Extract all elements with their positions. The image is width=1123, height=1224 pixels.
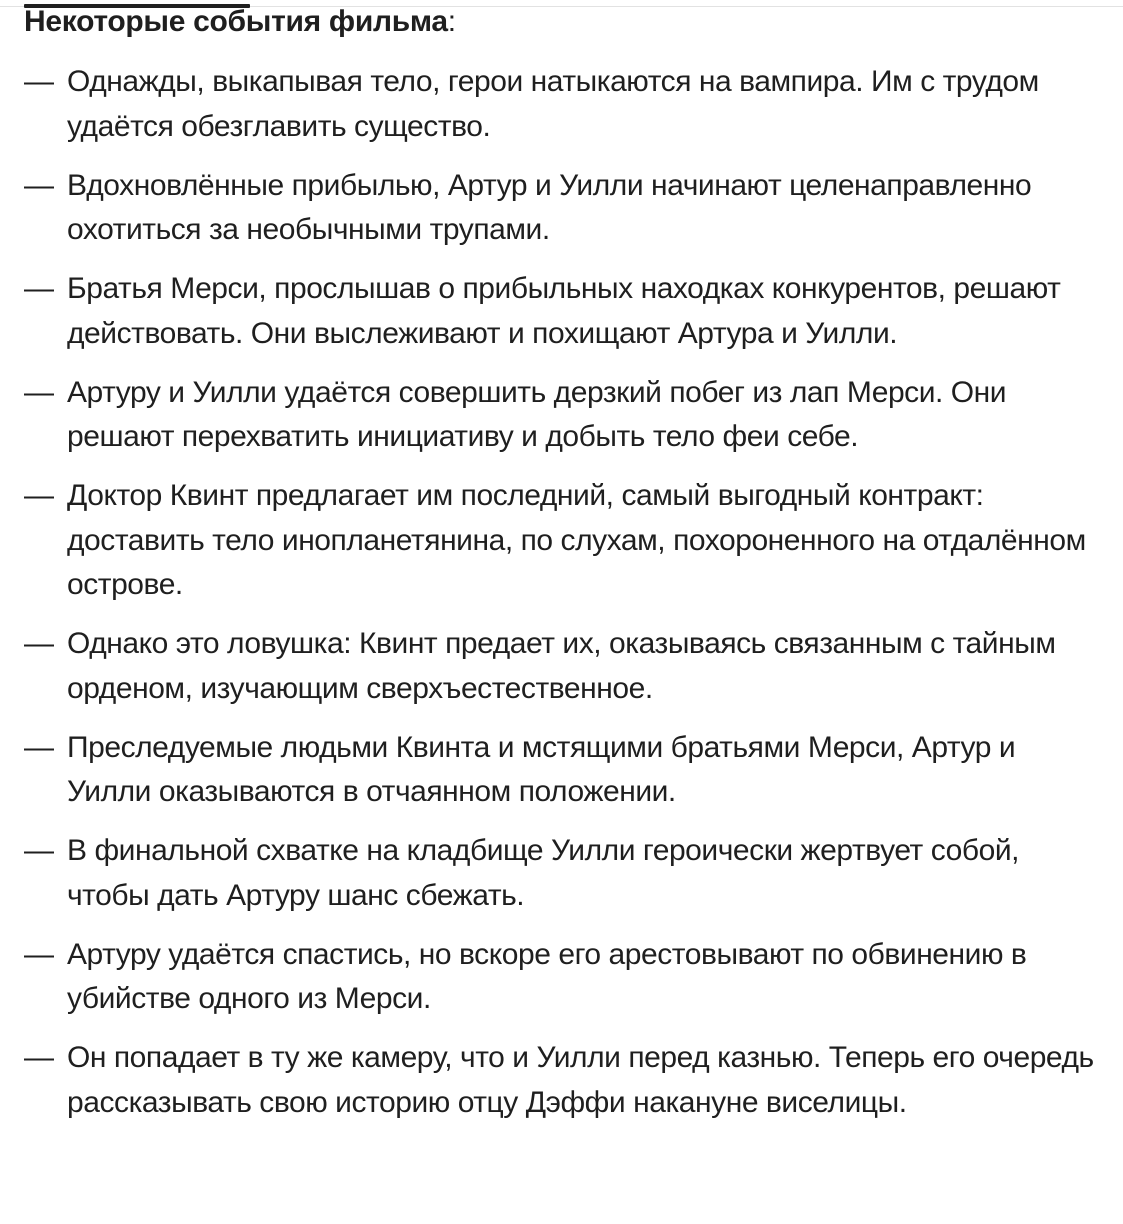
list-item-text: Он попадает в ту же камеру, что и Уилли перед казнью. Теперь его очередь рассказывать свою историю отцу Дэффи накануне виселицы.: [67, 1041, 1094, 1119]
section-heading: [24, 2, 456, 42]
list-item: [24, 829, 1104, 918]
list-bullet-dash: —: [24, 834, 54, 867]
section-heading-title: Некоторые события фильма: [24, 5, 448, 38]
list-item: [24, 371, 1104, 460]
list-item-text: Доктор Квинт предлагает им последний, самый выгодный контракт: доставить тело инопланетянина, по слухам, похороненного на отдалённом острове.: [67, 479, 1086, 601]
list-bullet-dash: —: [24, 937, 54, 971]
list-item: [24, 933, 1104, 1022]
list-bullet-dash: —: [24, 1041, 54, 1074]
list-item-text: Вдохновлённые прибылью, Артур и Уилли начинают целенаправленно охотиться за необычными трупами.: [67, 168, 1032, 246]
list-item-text: Братья Мерси, прослышав о прибыльных находках конкурентов, решают действовать. Они выслеживают и похищают Артура и Уилли.: [67, 272, 1061, 350]
list-bullet-dash: —: [24, 272, 54, 305]
list-item-text: Однако это ловушка: Квинт предает их, оказываясь связанным с тайным орденом, изучающим сверхъестественное.: [67, 627, 1056, 705]
list-bullet-dash: —: [24, 65, 54, 98]
list-item: [24, 474, 1104, 608]
list-item-text: В финальной схватке на кладбище Уилли героически жертвует собой, чтобы дать Артуру шанс сбежать.: [67, 834, 1020, 912]
section-heading-colon: :: [447, 5, 456, 38]
list-bullet-dash: —: [24, 375, 54, 409]
list-item: [24, 622, 1104, 711]
list-item: [24, 726, 1104, 815]
list-item: [24, 267, 1104, 356]
list-bullet-dash: —: [24, 168, 54, 202]
list-item-text: Однажды, выкапывая тело, герои натыкаются на вампира. Им с трудом удаётся обезглавить существо.: [67, 65, 1039, 143]
list-item: [24, 60, 1104, 149]
list-item: [24, 1036, 1104, 1125]
list-bullet-dash: —: [24, 627, 54, 660]
list-bullet-dash: —: [24, 479, 54, 512]
list-item-text: Преследуемые людьми Квинта и мстящими братьями Мерси, Артур и Уилли оказываются в отчаянном положении.: [67, 730, 1016, 808]
events-list: [24, 60, 1104, 1140]
list-item-text: Артуру удаётся спастись, но вскоре его арестовывают по обвинению в убийстве одного из Мерси.: [67, 937, 1027, 1015]
list-item-text: Артуру и Уилли удаётся совершить дерзкий побег из лап Мерси. Они решают перехватить инициативу и добыть тело феи себе.: [67, 375, 1007, 453]
list-item: [24, 164, 1104, 253]
list-bullet-dash: —: [24, 730, 54, 764]
